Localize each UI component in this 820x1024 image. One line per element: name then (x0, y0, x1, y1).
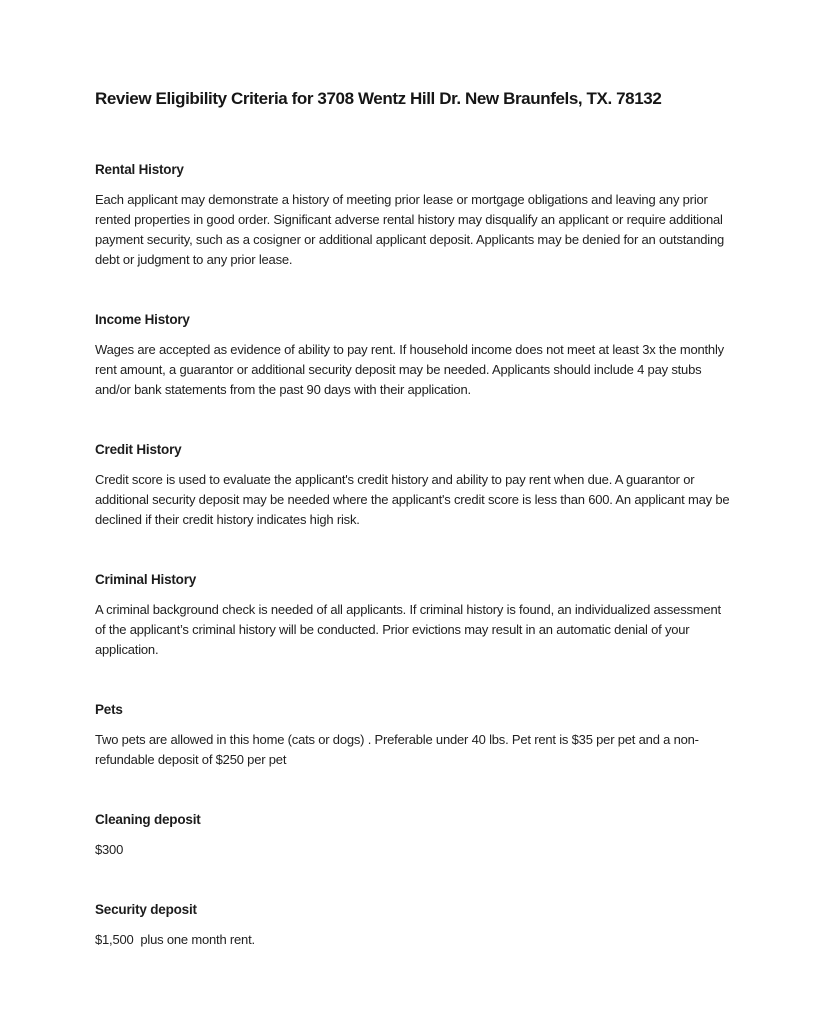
rental-history-body: Each applicant may demonstrate a history of meeting prior lease or mortgage obligations and leaving any prior rented properties in good order. Significant adverse rental history may disqualify an applicant or require additional payment security, such as a cosigner or additional applicant deposit. Applicants may be denied for an outstanding debt or judgment to any prior lease. (95, 192, 728, 267)
credit-history-body: Credit score is used to evaluate the applicant's credit history and ability to pay rent when due. A guarantor or additional security deposit may be needed where the applicant's credit score is less than 600. An applicant may be declined if their credit history indicates high risk. (95, 472, 733, 527)
rental-history-heading: Rental History (95, 162, 184, 177)
security-deposit-amount: $1,500 plus one month rent. (95, 932, 255, 947)
section-pets (95, 700, 730, 770)
section-rental-history (95, 160, 730, 270)
pets-body: Two pets are allowed in this home (cats or dogs) . Preferable under 40 lbs. Pet rent is $35 per pet and a non-refundable deposit of $250 per pet (95, 732, 699, 767)
section-criminal-history (95, 570, 730, 660)
income-history-heading: Income History (95, 312, 190, 327)
cleaning-deposit-heading: Cleaning deposit (95, 812, 201, 827)
criminal-history-body: A criminal background check is needed of all applicants. If criminal history is found, an individualized assessment of the applicant’s criminal history will be conducted. Prior evictions may result in an automatic denial of your application. (95, 602, 725, 657)
section-security-deposit (95, 900, 730, 950)
section-credit-history (95, 440, 733, 530)
cleaning-deposit-amount: $300 (95, 842, 124, 857)
criminal-history-heading: Criminal History (95, 572, 197, 587)
income-history-body: Wages are accepted as evidence of ability to pay rent. If household income does not meet at least 3x the monthly rent amount, a guarantor or additional security deposit may be needed. Applicants should include 4 pay stubs and/or bank statements from the past 90 days with their application. (95, 342, 728, 397)
pets-heading: Pets (95, 702, 123, 717)
section-cleaning-deposit (95, 810, 730, 860)
security-deposit-heading: Security deposit (95, 902, 197, 917)
document-title: Review Eligibility Criteria for 3708 Wentz Hill Dr. New Braunfels, TX. 78132 (95, 89, 662, 108)
credit-history-heading: Credit History (95, 442, 182, 457)
section-income-history (95, 310, 730, 400)
